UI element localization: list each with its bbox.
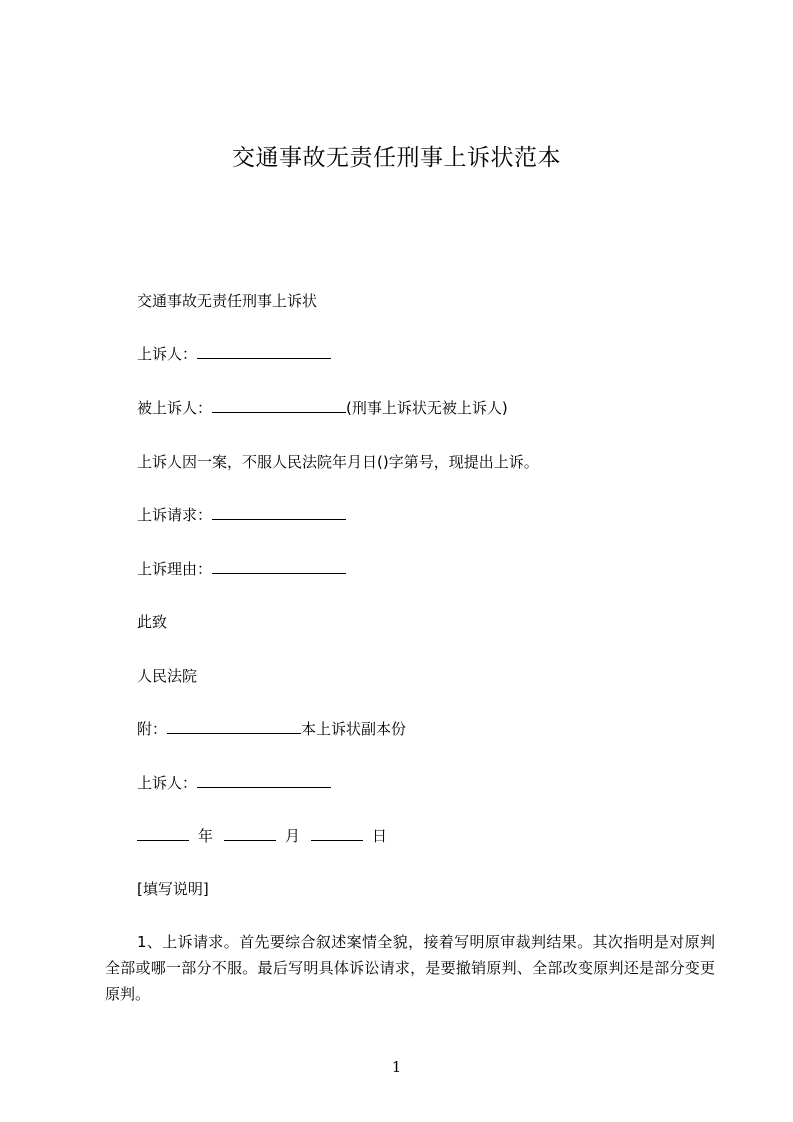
attachment-label: 附： bbox=[137, 720, 168, 738]
case-statement: 上诉人因一案，不服人民法院年月日()字第号，现提出上诉。 bbox=[137, 453, 539, 471]
appeal-request-label: 上诉请求： bbox=[137, 506, 213, 524]
appeal-reason-label: 上诉理由： bbox=[137, 560, 213, 578]
appeal-request-blank bbox=[212, 505, 346, 520]
month-blank bbox=[224, 826, 276, 841]
page-number: 1 bbox=[391, 1058, 402, 1076]
appellee-line bbox=[137, 398, 508, 418]
instruction-1-text: 1、上诉请求。首先要综合叙述案情全貌，接着写明原审裁判结果。其次指明是对原判全部或哪一部分不服。最后写明具体诉讼请求，是要撤销原判、全部改变原判还是部分变更原判。 bbox=[105, 933, 715, 1003]
signature-label: 上诉人： bbox=[137, 774, 198, 792]
day-label: 日 bbox=[372, 827, 388, 845]
appeal-request-line bbox=[137, 505, 346, 525]
appellee-label: 被上诉人： bbox=[137, 399, 213, 417]
page-title: 交通事故无责任刑事上诉状范本 bbox=[232, 145, 561, 171]
attachment-line bbox=[137, 719, 406, 739]
instructions-heading: [填写说明] bbox=[137, 880, 209, 898]
appellant-label: 上诉人： bbox=[137, 345, 198, 363]
month-label: 月 bbox=[285, 827, 301, 845]
court-name: 人民法院 bbox=[137, 667, 198, 685]
appellee-note: (刑事上诉状无被上诉人) bbox=[346, 399, 508, 417]
appeal-reason-line bbox=[137, 559, 346, 579]
attachment-blank bbox=[167, 719, 301, 734]
document-subtitle: 交通事故无责任刑事上诉状 bbox=[137, 292, 318, 310]
day-blank bbox=[311, 826, 363, 841]
appeal-reason-blank bbox=[212, 559, 346, 574]
appellant-line bbox=[137, 344, 331, 364]
instruction-paragraph bbox=[105, 929, 715, 1007]
signature-line bbox=[137, 773, 331, 793]
year-blank bbox=[137, 826, 189, 841]
appellant-blank bbox=[197, 344, 331, 359]
salutation: 此致 bbox=[137, 613, 168, 631]
date-line bbox=[137, 826, 398, 846]
signature-blank bbox=[197, 773, 331, 788]
appellee-blank bbox=[212, 398, 346, 413]
attachment-suffix: 本上诉状副本份 bbox=[301, 720, 407, 738]
year-label: 年 bbox=[198, 827, 214, 845]
